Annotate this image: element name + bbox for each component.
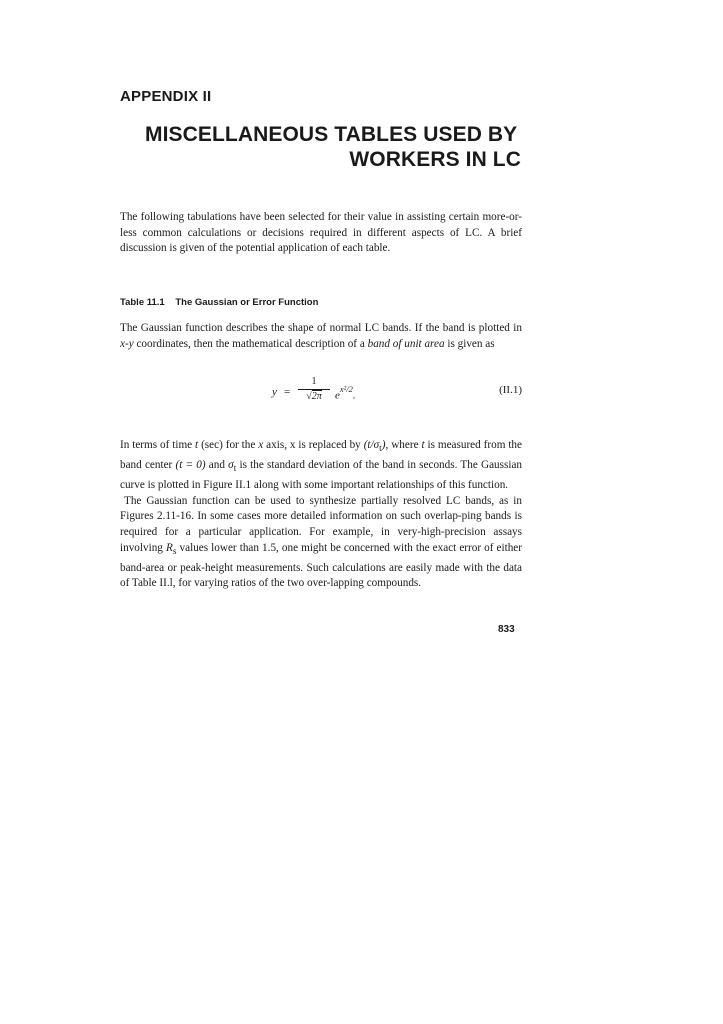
equation-equals: = [284,386,291,398]
equation-exponent: x²/2 [339,384,353,394]
xy-term: x-y [120,337,134,350]
sigma-subscript: t [233,464,237,475]
gaussian-text-3: is given as [444,337,495,350]
gaussian-description-paragraph [120,321,522,352]
gaussian-equation [272,376,522,408]
x-axis-symbol: x [258,439,264,451]
gaussian-text-1: The Gaussian function describes the shape of normal LC bands. If the band is plotted in [120,322,522,334]
sigma-symbol: σ [228,458,234,471]
sqrt-sign: √ [306,391,312,402]
discussion-text-9: values lower than 1.5, one might be concerned with the exact error of either band-area or peak-height measurements. Such calculations are easily made with the data of Table II.l, for varying ratios of the two over-lapping compounds. [120,541,522,590]
table-title: The Gaussian or Error Function [175,297,319,308]
band-center-expression: (t = 0) [175,458,206,471]
equation-numerator: 1 [311,376,317,387]
equation-base: e [335,389,340,402]
discussion-text-5: is measured from the band center [120,439,522,471]
time-symbol-2: t [421,439,425,451]
equation-exponential [335,386,356,402]
discussion-text-7: is the standard deviation of the band in seconds. The Gaussian curve is plotted in Figure II.1 along with some important relationships of this function. [120,458,523,491]
discussion-text-3: axis, x is replaced by [263,439,364,451]
gaussian-text-2: coordinates, then the mathematical description of a [133,337,368,350]
discussion-text-1: In terms of time [120,439,196,451]
equation-radicand: 2π [311,391,322,402]
equation-lhs: y [272,386,277,398]
equation-fraction [298,376,330,403]
resolution-subscript: s [172,546,177,557]
ratio-subscript: t [379,444,382,455]
discussion-text-6: and [205,458,229,471]
discussion-text-2: (sec) for the [198,439,259,451]
chapter-title-line-1: MISCELLANEOUS TABLES USED BY [145,123,518,146]
equation-denominator [298,391,330,403]
resolution-symbol: R [165,541,173,554]
time-symbol: t [195,439,199,451]
equation-number: (II.1) [499,384,522,396]
ratio-close: ) [381,439,386,451]
intro-paragraph: The following tabulations have been selected for their value in assisting certain more-or-less common calculations or decisions required in different aspects of LC. A brief discussion is given of the potential application of each table. [120,211,522,255]
equation-trailing-period: . [352,389,356,402]
appendix-label: APPENDIX II [120,88,212,105]
discussion-paragraph [120,438,522,592]
page-number: 833 [498,624,515,635]
ratio-symbol: (t/σ [363,439,380,451]
table-heading [120,297,318,308]
chapter-title-line-2: WORKERS IN LC [349,148,521,171]
discussion-text-4: , where [385,439,422,451]
table-number: Table 11.1 [120,297,165,308]
unit-area-emphasis: band of unit area [367,337,445,350]
discussion-text-8: The Gaussian function can be used to synthesize partially resolved LC bands, as in Figures 2.11-16. In some cases more detailed information on such overlap-ping bands is required for a particular application. For example, in very-high-precision assays involving [120,494,522,554]
